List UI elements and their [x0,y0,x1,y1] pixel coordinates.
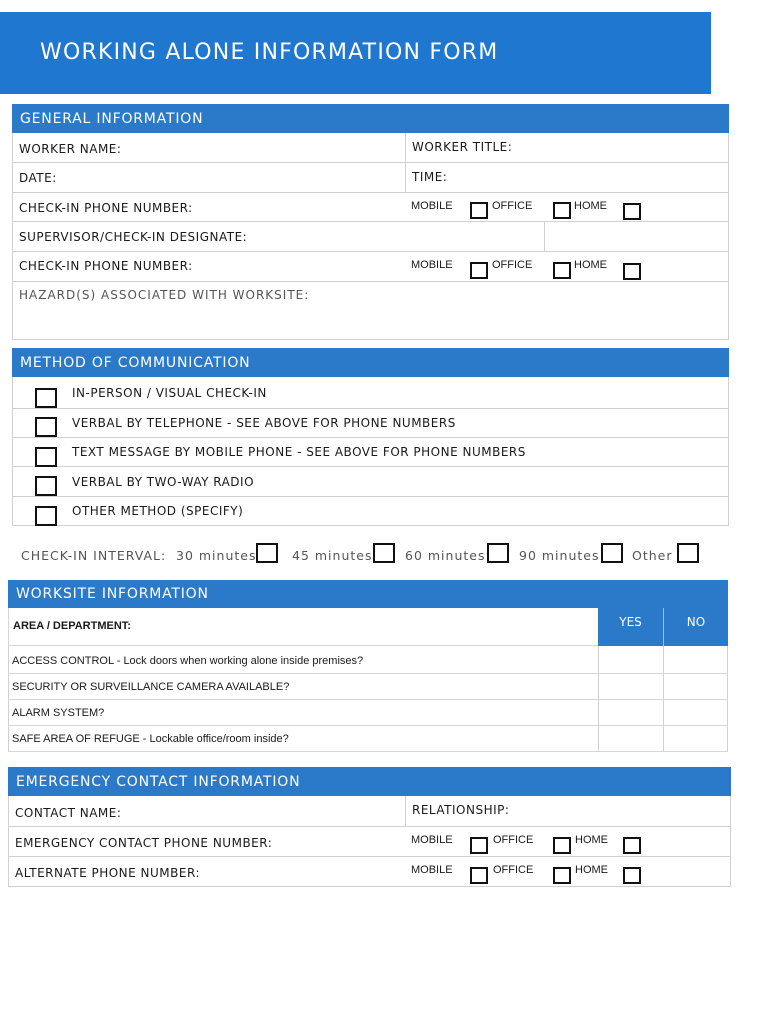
emergency-heading: EMERGENCY CONTACT INFORMATION [8,767,731,796]
home-option-label: HOME [575,834,608,846]
interval-60-checkbox[interactable] [487,543,509,563]
worksite-row-text: SECURITY OR SURVEILLANCE CAMERA AVAILABLE? [12,681,290,693]
yes-column-header: YES [598,608,663,646]
interval-30-label: 30 minutes [176,548,257,563]
form-title: WORKING ALONE INFORMATION FORM [40,40,499,65]
worker-name-label: WORKER NAME: [19,142,122,156]
relationship-label: RELATIONSHIP: [412,803,510,817]
interval-label: CHECK-IN INTERVAL: [21,548,167,563]
emergency-office-checkbox[interactable] [553,837,571,854]
worker-title-label: WORKER TITLE: [412,140,513,154]
checkin-home-checkbox[interactable] [623,203,641,220]
office-option-label: OFFICE [493,834,534,846]
comm-item: VERBAL BY TELEPHONE - SEE ABOVE FOR PHONE NUMBERS [72,416,456,430]
checkin-mobile-checkbox[interactable] [470,202,488,219]
alternate-office-checkbox[interactable] [553,867,571,884]
alternate-mobile-checkbox[interactable] [470,867,488,884]
emergency-phone-label: EMERGENCY CONTACT PHONE NUMBER: [15,836,273,850]
hazards-label: HAZARD(S) ASSOCIATED WITH WORKSITE: [19,288,310,302]
interval-90-checkbox[interactable] [601,543,623,563]
interval-other-label: Other [632,548,673,563]
time-label: TIME: [412,170,448,184]
date-label: DATE: [19,171,57,185]
general-info-section [12,104,729,340]
office-option-label: OFFICE [492,200,533,212]
checkin-phone-label: CHECK-IN PHONE NUMBER: [19,201,193,215]
comm-item: VERBAL BY TWO-WAY RADIO [72,475,255,489]
alternate-phone-label: ALTERNATE PHONE NUMBER: [15,866,200,880]
mobile-option-label: MOBILE [411,200,453,212]
yes-answer-cells[interactable] [599,648,663,752]
interval-90-label: 90 minutes [519,548,600,563]
area-label: AREA / DEPARTMENT: [13,620,131,632]
comm-item: IN-PERSON / VISUAL CHECK-IN [72,386,267,400]
no-answer-cells[interactable] [664,648,727,752]
title-banner [0,12,711,94]
comm-item: TEXT MESSAGE BY MOBILE PHONE - SEE ABOVE FOR PHONE NUMBERS [72,445,526,459]
contact-name-label: CONTACT NAME: [15,806,122,820]
interval-45-label: 45 minutes [292,548,373,563]
home-option-label: HOME [574,200,607,212]
interval-45-checkbox[interactable] [373,543,395,563]
supervisor-label: SUPERVISOR/CHECK-IN DESIGNATE: [19,230,248,244]
emergency-home-checkbox[interactable] [623,837,641,854]
no-column-header: NO [663,608,728,646]
comm-item: OTHER METHOD (SPECIFY) [72,504,244,518]
in-person-checkbox[interactable] [35,388,57,408]
home-option-label: HOME [574,259,607,271]
emergency-mobile-checkbox[interactable] [470,837,488,854]
other-method-checkbox[interactable] [35,506,57,526]
worksite-heading: WORKSITE INFORMATION [8,580,728,608]
checkin2-mobile-checkbox[interactable] [470,262,488,279]
worksite-row-text: ACCESS CONTROL - Lock doors when working alone inside premises? [12,655,364,667]
office-option-label: OFFICE [492,259,533,271]
alternate-home-checkbox[interactable] [623,867,641,884]
telephone-checkbox[interactable] [35,417,57,437]
home-option-label: HOME [575,864,608,876]
area-row [8,608,598,646]
checkin2-office-checkbox[interactable] [553,262,571,279]
interval-other-checkbox[interactable] [677,543,699,563]
checkin2-home-checkbox[interactable] [623,263,641,280]
worksite-row-text: ALARM SYSTEM? [12,707,105,719]
checkin-phone-label-2: CHECK-IN PHONE NUMBER: [19,259,193,273]
general-info-heading: GENERAL INFORMATION [12,104,729,133]
mobile-option-label: MOBILE [411,259,453,271]
mobile-option-label: MOBILE [411,864,453,876]
office-option-label: OFFICE [493,864,534,876]
text-message-checkbox[interactable] [35,447,57,467]
mobile-option-label: MOBILE [411,834,453,846]
radio-checkbox[interactable] [35,476,57,496]
interval-60-label: 60 minutes [405,548,486,563]
interval-30-checkbox[interactable] [256,543,278,563]
checkin-office-checkbox[interactable] [553,202,571,219]
communication-heading: METHOD OF COMMUNICATION [12,348,729,377]
worksite-row-text: SAFE AREA OF REFUGE - Lockable office/room inside? [12,733,289,745]
